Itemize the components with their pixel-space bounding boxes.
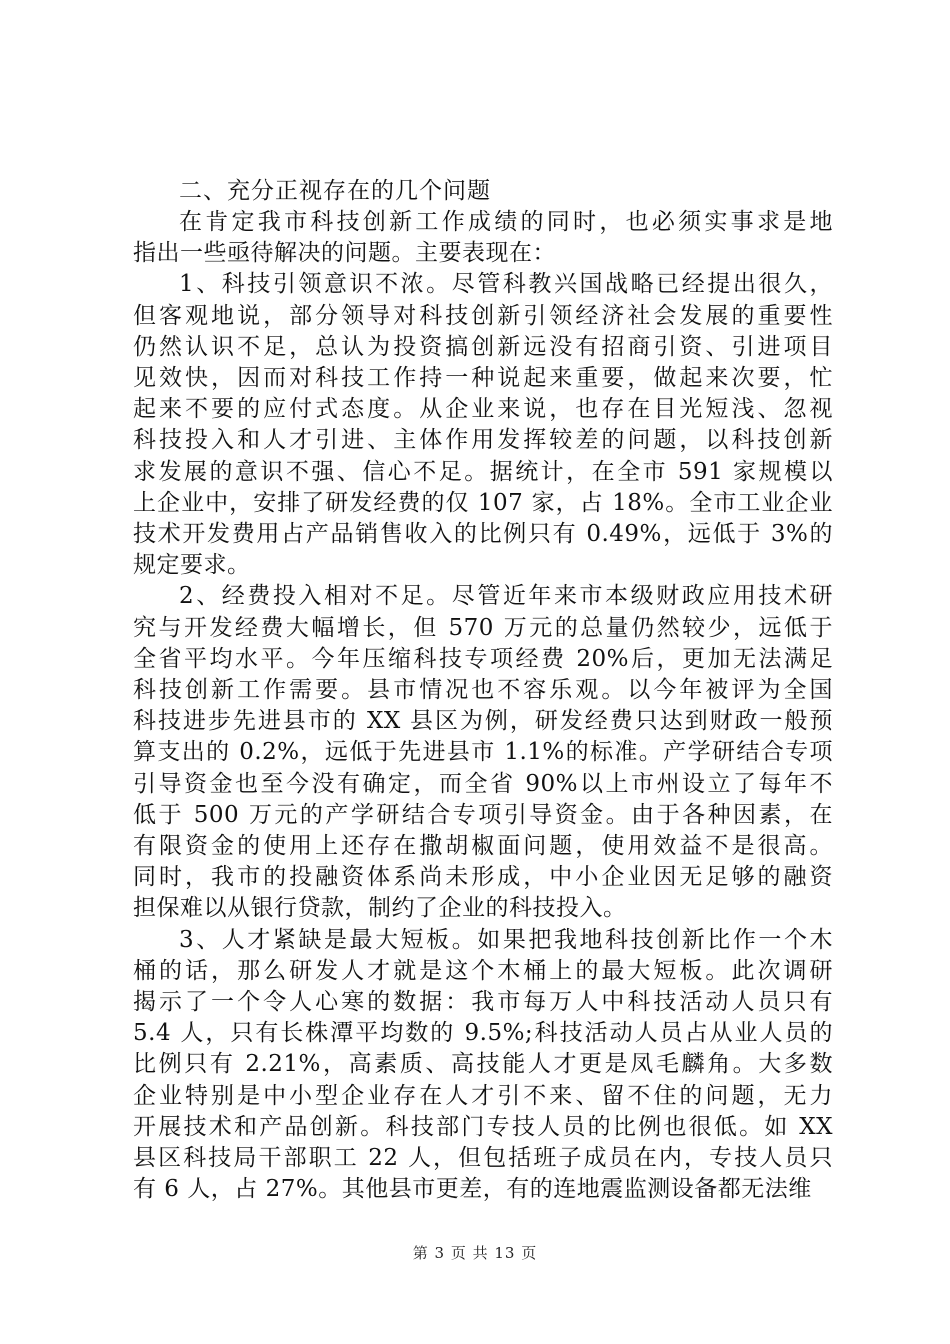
paragraph-line: 引导资金也至今没有确定，而全省 90%以上市州设立了每年不: [133, 770, 833, 797]
section-heading: 二、充分正视存在的几个问题: [179, 178, 491, 204]
paragraph-line: 低于 500 万元的产学研结合专项引导资金。由于各种因素，在: [133, 801, 833, 828]
paragraph-line: 开展技术和产品创新。科技部门专技人员的比例也很低。如 XX: [133, 1113, 833, 1140]
paragraph-line: 1、科技引领意识不浓。尽管科教兴国战略已经提出很久，: [179, 271, 833, 298]
paragraph-line: 科技创新工作需要。县市情况也不容乐观。以今年被评为全国: [133, 677, 833, 704]
paragraph-line: 仍然认识不足，总认为投资搞创新远没有招商引资、引进项目: [133, 333, 833, 360]
paragraph-line: 见效快，因而对科技工作持一种说起来重要，做起来次要，忙: [133, 365, 833, 392]
paragraph-line: 算支出的 0.2%，远低于先进县市 1.1%的标准。产学研结合专项: [133, 739, 833, 766]
page-footer: 第 3 页 共 13 页: [412, 1244, 538, 1262]
paragraph-line: 2、经费投入相对不足。尽管近年来市本级财政应用技术研: [179, 583, 833, 610]
paragraph-line: 担保难以从银行贷款，制约了企业的科技投入。: [133, 895, 627, 922]
document-body: [133, 176, 833, 1206]
paragraph-line: 求发展的意识不强、信心不足。据统计，在全市 591 家规模以: [133, 458, 833, 485]
paragraph-line: 有限资金的使用上还存在撒胡椒面问题，使用效益不是很高。: [133, 833, 833, 860]
paragraph-line: 同时，我市的投融资体系尚未形成，中小企业因无足够的融资: [133, 864, 833, 891]
paragraph-line: 指出一些亟待解决的问题。主要表现在：: [133, 240, 556, 267]
paragraph: [133, 207, 833, 269]
paragraph-line: 有 6 人，占 27%。其他县市更差，有的连地震监测设备都无法维: [133, 1176, 812, 1203]
paragraph-line: 究与开发经费大幅增长，但 570 万元的总量仍然较少，远低于: [133, 614, 833, 641]
paragraph-line: 但客观地说，部分领导对科技创新引领经济社会发展的重要性: [133, 302, 833, 329]
paragraph-line: 起来不要的应付式态度。从企业来说，也存在目光短浅、忽视: [133, 396, 833, 423]
paragraph-line: 揭示了一个令人心寒的数据：我市每万人中科技活动人员只有: [133, 989, 833, 1016]
paragraph-line: 规定要求。: [133, 552, 251, 579]
paragraph-line: 科技投入和人才引进、主体作用发挥较差的问题，以科技创新: [133, 427, 833, 454]
paragraph-line: 5.4 人，只有长株潭平均数的 9.5%;科技活动人员占从业人员的: [133, 1020, 833, 1047]
paragraph-line: 比例只有 2.21%，高素质、高技能人才更是凤毛麟角。大多数: [133, 1051, 833, 1078]
paragraph: [133, 581, 833, 924]
paragraph: [133, 925, 833, 1206]
paragraph-line: 县区科技局干部职工 22 人，但包括班子成员在内，专技人员只: [133, 1145, 833, 1172]
paragraph-list: [133, 207, 833, 1206]
paragraph-line: 桶的话，那么研发人才就是这个木桶上的最大短板。此次调研: [133, 957, 833, 984]
paragraph-line: 在肯定我市科技创新工作成绩的同时，也必须实事求是地: [179, 209, 833, 235]
paragraph: [133, 269, 833, 581]
paragraph-line: 上企业中，安排了研发经费的仅 107 家，占 18%。全市工业企业: [133, 489, 833, 516]
paragraph-line: 企业特别是中小型企业存在人才引不来、留不住的问题，无力: [133, 1082, 833, 1109]
paragraph-line: 科技进步先进县市的 XX 县区为例，研发经费只达到财政一般预: [133, 708, 833, 735]
paragraph-line: 技术开发费用占产品销售收入的比例只有 0.49%，远低于 3%的: [133, 521, 833, 548]
paragraph-line: 全省平均水平。今年压缩科技专项经费 20%后，更加无法满足: [133, 645, 833, 672]
paragraph-line: 3、人才紧缺是最大短板。如果把我地科技创新比作一个木: [179, 926, 833, 953]
